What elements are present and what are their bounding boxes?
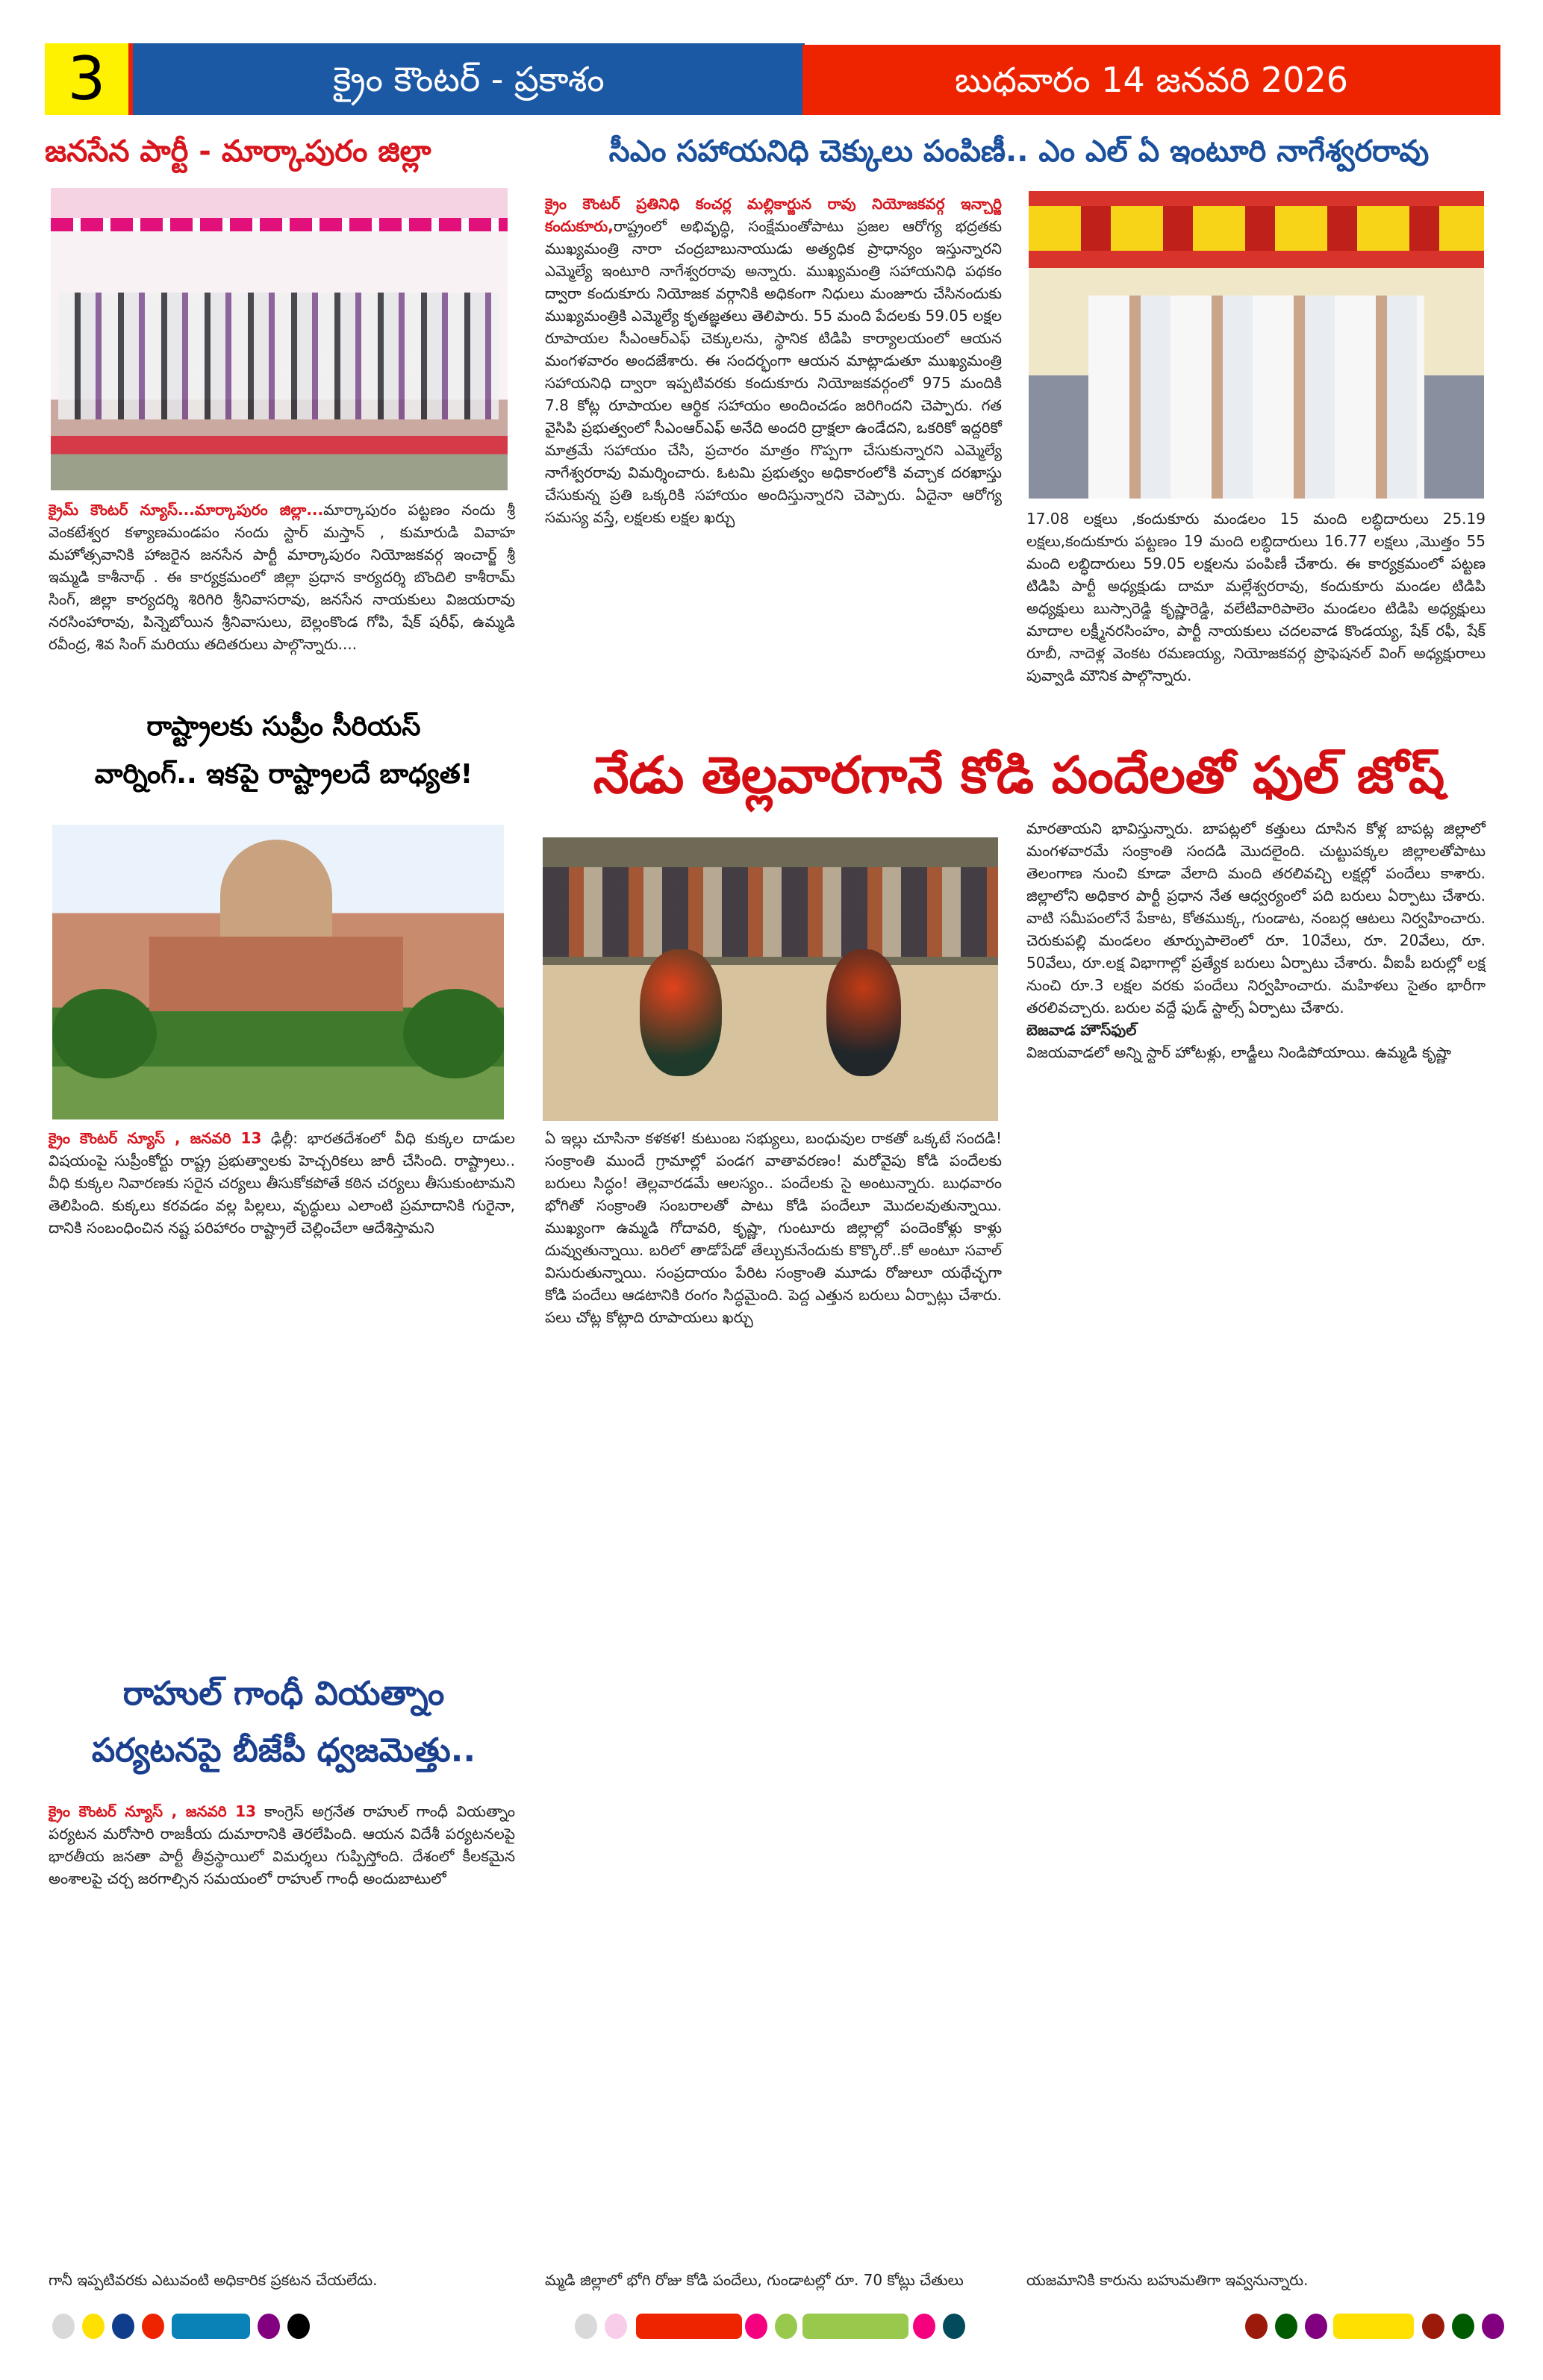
color-dot [287, 2314, 310, 2339]
article-body: రాష్ట్రంలో అభివృద్ధి, సంక్షేమంతోపాటు ప్రజల ఆరోగ్య భద్రతకు ముఖ్యమంత్రి నారా చంద్రబాబునాయుడు అత్యధిక ప్రాధాన్యం ఇస్తున్నారని ఎమ్మెల్యే ఇంటూరి నాగేశ్వరరావు అన్నారు. ముఖ్యమంత్రి సహాయనిధి పథకం ద్వారా కందుకూరు నియోజక వర్గానికి అధికంగా నిధులు మంజూరు చేసినందుకు ముఖ్యమంత్రికి ఎమ్మెల్యే కృతజ్ఞతలు తెలిపారు. 55 మంది పేదలకు 59.05 లక్షల రూపాయల సీఎంఆర్ఎఫ్ చెక్కులను, స్థానిక టిడిపి కార్యాలయంలో ఆయన మంగళవారం అందజేశారు. ఈ సందర్భంగా ఆయన మాట్లాడుతూ ముఖ్యమంత్రి సహాయనిధి ద్వారా ఇప్పటివరకు కందుకూరు నియోజకవర్గంలో 975 మందికి 7.8 కోట్ల రూపాయల ఆర్థిక సహాయం అందించడం జరిగిందని చెప్పారు. గత వైసిపి ప్రభుత్వంలో సీఎంఆర్ఎఫ్ అనేది అందరి ద్రాక్షలా ఉండేదని, ఒకరికో ఇద్దరికో మాత్రమే సహాయం చేసి, ప్రచారం మాత్రం గొప్పగా చేసుకున్నారని ఎమ్మెల్యే నాగేశ్వరరావు విమర్శించారు. ఓటమి ప్రభుత్వం అధికారంలోకి వచ్చాక దరఖాస్తు చేసుకున్న ప్రతి ఒక్కరికి సహాయం అందిస్తున్నారని చెప్పారు. ఏదైనా ఆరోగ్య సమస్య వస్తే, లక్షలకు లక్షల ఖర్చు [545, 217, 1002, 526]
color-dot [943, 2314, 965, 2339]
article-lead: క్రైం కౌంటర్ న్యూస్ , జనవరి 13 [49, 1802, 256, 1820]
color-dot [1482, 2314, 1504, 2339]
color-dot [258, 2314, 280, 2339]
article-body: ఢిల్లీ: భారతదేశంలో వీధి కుక్కల దాడుల విషయంపై సుప్రీంకోర్టు రాష్ట్ర ప్రభుత్వాలకు హెచ్చరికలు జారీ చేసింది. రాష్ట్రాలు.. వీధి కుక్కల నివారణకు సరైన చర్యలు తీసుకోకపోతే కఠిన చర్యలు తీసుకుంటామని తెలిపింది. కుక్కలు కరవడం వల్ల పిల్లలు, వృద్ధులు ఎలాంటి ప్రమాదానికి గురైనా, దానికి సంబంధించిన నష్ట పరిహారం రాష్ట్రాలే చెల్లించేలా ఆదేశిస్తామని [49, 1129, 515, 1237]
color-bar [802, 2314, 908, 2339]
supreme-headline-line1: రాష్ట్రాలకు సుప్రీం సీరియస్ [146, 711, 421, 742]
color-dot [1245, 2314, 1268, 2339]
kodi-subheading: బెజవాడ హౌస్‌ఫుల్ [1026, 1021, 1137, 1039]
rahul-headline-line1: రాహుల్ గాంధీ వియత్నాం [122, 1675, 445, 1713]
color-bar [172, 2314, 250, 2339]
cmrf-caption: 17.08 లక్షలు ,కందుకూరు మండలం 15 మంది లబ్ధిదారులు 25.19 లక్షలు,కందుకూరు పట్టణం 19 మంది లబ్ధిదారులు 16.77 లక్షలు ,మొత్తం 55 మంది లబ్ధిదారులు 59.05 లక్షలను పంపిణీ చేశారు. ఈ కార్యక్రమంలో పట్టణ టిడిపి పార్టీ అధ్యక్షుడు దామా మల్లేశ్వరరావు, కందుకూరు మండల టిడిపి అధ్యక్షులు బుస్సారెడ్డి కృష్ణారెడ్డి, వలేటివారిపాలెం మండలం టిడిపి అధ్యక్షులు మాదాల లక్ష్మీనరసింహం, పార్టీ నాయకులు చదలవాడ కొండయ్య, షేక్ రఫీ, షేక్ రూబీ, నాదెళ్ల వెంకట రమణయ్య, నియోజకవర్గ ప్రొఫెషనల్ వింగ్ అధ్యక్షురాలు పువ్వాడి మౌనిక పాల్గొన్నారు. [1026, 510, 1486, 684]
rahul-headline-line2: పర్యటనపై బీజేపీ ధ్వజమెత్తు.. [91, 1731, 476, 1770]
rahul-closing: గానీ ఇప్పటివరకు ఎటువంటి అధికారిక ప్రకటన చేయలేదు. [49, 2271, 378, 2289]
kodi-continued [1026, 817, 1486, 1063]
color-dot [1275, 2314, 1297, 2339]
kodi-headline: నేడు తెల్లవారగానే కోడి పందేలతో ఫుల్ జోష్ [593, 746, 1445, 805]
cmrf-article [545, 193, 1002, 528]
issue-date: బుధవారం 14 జనవరి 2026 [802, 45, 1500, 115]
cmrf-photo [1029, 191, 1484, 499]
section-title: క్రైం కౌంటర్ - ప్రకాశం [133, 43, 805, 115]
kodi-right-body: మారతాయని భావిస్తున్నారు. బాపట్లలో కత్తులు దూసిన కోళ్ల బాపట్ల జిల్లాలో మంగళవారమే సంక్రాంతి సందడి మొదలైంది. చుట్టుపక్కల జిల్లాలతోపాటు తెలంగాణ నుంచి కూడా వేలాది మంది తరలివచ్చి లక్షల్లో పందేలు కాశారు. జిల్లాలోని అధికార పార్టీ ప్రధాన నేత ఆధ్వర్యంలో పది బరులు ఏర్పాటు చేశారు. వాటి సమీపంలోనే పేకాట, కోతముక్క, గుండాట, నంబర్ల ఆటలు నిర్వహించారు. చెరుకుపల్లి మండలం తూర్పుపాలెంలో రూ. 10వేలు, రూ. 20వేలు, రూ. 50వేలు, రూ.లక్ష విభాగాల్లో ప్రత్యేక బరులు ఏర్పాటు చేశారు. వీఐపీ బరుల్లో లక్ష నుంచి రూ.3 లక్షల వరకు పందేలు నిర్వహించారు. మహిళలు సైతం భారీగా తరలివచ్చారు. బరుల వద్దే ఫుడ్ స్టాల్స్ ఏర్పాటు చేశారు. [1026, 819, 1486, 1016]
color-dot [82, 2314, 105, 2339]
color-dot [605, 2314, 627, 2339]
janasena-article [49, 499, 515, 655]
color-dot [1422, 2314, 1444, 2339]
color-dot [745, 2314, 767, 2339]
kodi-right-closing: యజమానికి కారును బహుమతిగా ఇవ్వనున్నారు. [1026, 2271, 1309, 2289]
article-lead: క్రైమ్ కౌంటర్ న్యూస్...మార్కాపురం జిల్లా... [49, 501, 324, 519]
article-body: కాంగ్రెస్ అగ్రనేత రాహుల్ గాంధీ వియత్నాం పర్యటన మరోసారి రాజకీయ దుమారానికి తెరలేపింది. ఆయన విదేశీ పర్యటనలపై భారతీయ జనతా పార్టీ తీవ్రస్థాయిలో విమర్శలు గుప్పిస్తోంది. దేశంలో కీలకమైన అంశాలపై చర్చ జరగాల్సిన సమయంలో రాహుల్ గాంధీ అందుబాటులో [49, 1802, 515, 1887]
article-lead: క్రైం కౌంటర్ ప్రతినిధి కంచర్ల మల్లికార్జున రావు నియోజకవర్గ ఇన్చార్జి కందుకూరు, [545, 195, 1002, 235]
color-bar [636, 2314, 742, 2339]
color-dot [52, 2314, 75, 2339]
rahul-headline [45, 1666, 523, 1779]
supreme-article [49, 1127, 515, 1239]
color-dot [775, 2314, 797, 2339]
color-dot [112, 2314, 134, 2339]
color-bar [1333, 2314, 1414, 2339]
kodi-right-body2: విజయవాడలో అన్ని స్టార్ హోటళ్లు, లాడ్జీలు నిండిపోయాయి. ఉమ్మడి కృష్ణా [1026, 1043, 1452, 1061]
janasena-headline: జనసేన పార్టీ - మార్కాపురం జిల్లా [45, 134, 431, 169]
kodi-photo [543, 837, 998, 1121]
color-dot [1452, 2314, 1474, 2339]
color-dot [142, 2314, 164, 2339]
kodi-article: ఏ ఇల్లు చూసినా కళకళ! కుటుంబ సభ్యులు, బంధువుల రాకతో ఒక్కటే సందడి! సంక్రాంతి ముందే గ్రామాల్లో పండగ వాతావరణం! మరోవైపు కోడి పందేలకు బరులు సిద్ధం! తెల్లవారడమే ఆలస్యం.. పందేలకు సై అంటున్నారు. బుధవారం భోగితో సంక్రాంతి సంబరాలతో పాటు కోడి పందేలూ మొదలవుతున్నాయి. ముఖ్యంగా ఉమ్మడి గోదావరి, కృష్ణా, గుంటూరు జిల్లాల్లో పందెంకోళ్లు కాళ్లు దువ్వుతున్నాయి. బరిలో తాడోపేడో తేల్చుకునేందుకు కొక్కొరో..కో అంటూ సవాల్ విసురుతున్నాయి. సంప్రదాయం పేరిట సంక్రాంతి మూడు రోజులూ యథేచ్ఛగా కోడి పందేలు ఆడటానికి రంగం సిద్ధమైంది. పెద్ద ఎత్తున బరులు ఏర్పాట్లు చేశారు. పలు చోట్ల కోట్లాది రూపాయలు ఖర్చు [545, 1129, 1002, 1326]
rahul-article [49, 1800, 515, 1890]
article-lead: క్రైం కౌంటర్ న్యూస్ , జనవరి 13 [49, 1129, 262, 1147]
supreme-photo [52, 825, 504, 1119]
article-body: మార్కాపురం పట్టణం నందు శ్రీ వెంకటేశ్వర కళ్యాణమండపం నందు స్టార్ మస్తాన్ , కుమారుడి వివాహ మహోత్సవానికి హాజరైన జనసేన పార్టీ మార్కాపురం నియోజకవర్గ ఇంచార్జ్ శ్రీ ఇమ్మడి కాశీనాథ్ . ఈ కార్యక్రమంలో జిల్లా ప్రధాన కార్యదర్శి బొందిలి కాశీరామ్ సింగ్, జిల్లా కార్యదర్శి శిరిగిరి శ్రీనివాసరావు, జనసేన నాయకులు విజయరావు నరసింహారావు, పిన్నెబోయిన శ్రీనివాసులు, బెల్లంకొండ గోపి, షేక్ షరీఫ్, ఉమ్మడి రవీంద్ర, శివ సింగ్ మరియు తదితరులు పాల్గొన్నారు.... [49, 501, 515, 653]
kodi-closing: మ్మడి జిల్లాలో భోగి రోజు కోడి పందేలు, గుండాటల్లో రూ. 70 కోట్లు చేతులు [545, 2271, 964, 2289]
janasena-photo [51, 188, 508, 490]
color-dot [1305, 2314, 1327, 2339]
color-dot [575, 2314, 597, 2339]
color-dot [913, 2314, 935, 2339]
supreme-headline [45, 703, 523, 799]
cmrf-headline: సీఎం సహాయనిధి చెక్కులు పంపిణీ.. ఎం ఎల్ ఏ ఇంటూరి నాగేశ్వరరావు [608, 134, 1430, 169]
supreme-headline-line2: వార్నింగ్.. ఇకపై రాష్ట్రాలదే బాధ్యత! [94, 759, 473, 790]
page-number: 3 [45, 43, 133, 115]
